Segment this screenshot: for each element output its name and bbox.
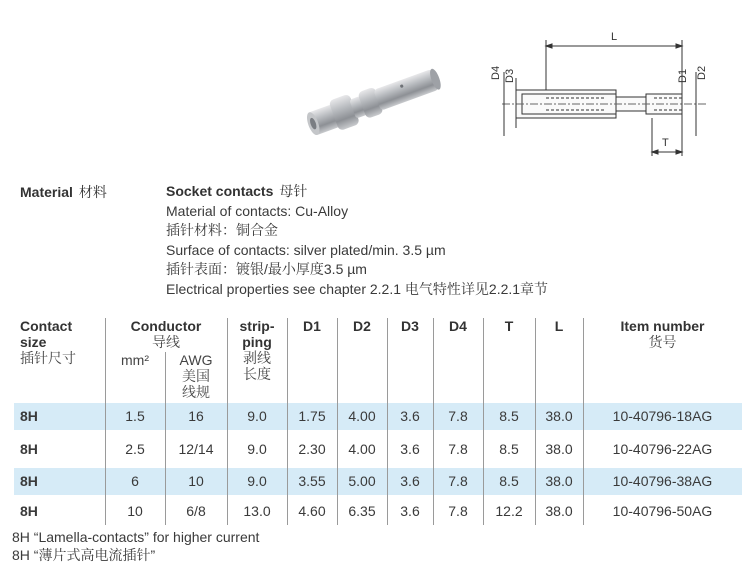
cell-mm2: 2.5: [125, 441, 145, 457]
cell-mm2: 1.5: [125, 408, 145, 424]
dim-label-d2: D2: [696, 65, 708, 80]
header-d3: D3: [401, 318, 419, 334]
column-divider: [165, 352, 166, 525]
cell-d3: 3.6: [400, 473, 420, 489]
cell-stripping: 9.0: [247, 408, 267, 424]
table-row: [14, 436, 742, 463]
cell-d4: 7.8: [448, 503, 468, 519]
dim-label-d3: D3: [504, 68, 516, 83]
header-contact-size: Contact size 插针尺寸: [20, 318, 76, 366]
cell-awg: 6/8: [186, 503, 206, 519]
cell-d2: 4.00: [348, 441, 376, 457]
material-label-en: Material: [20, 184, 73, 200]
cell-t: 12.2: [495, 503, 523, 519]
cell-l: 38.0: [545, 503, 573, 519]
cell-t: 8.5: [499, 408, 519, 424]
column-divider: [227, 318, 228, 525]
socket-contact-image: [292, 50, 452, 145]
footnote: [12, 528, 259, 564]
footnote-en: 8H “Lamella-contacts” for higher current: [12, 529, 260, 545]
cell-d3: 3.6: [400, 503, 420, 519]
column-divider: [387, 318, 388, 525]
material-line: 插针表面：镀银/最小厚度3.5 µm: [166, 261, 367, 277]
header-d2: D2: [353, 318, 371, 334]
heading-en: Socket contacts: [166, 183, 274, 199]
cell-d4: 7.8: [448, 408, 468, 424]
column-divider: [105, 318, 106, 525]
cell-awg: 16: [188, 408, 204, 424]
footnote-cn: 8H “薄片式高电流插针”: [12, 547, 156, 563]
cell-mm2: 6: [131, 473, 139, 489]
header-mm2: mm²: [121, 352, 149, 368]
header-l: L: [554, 318, 564, 334]
column-divider: [483, 318, 484, 525]
header-d1: D1: [303, 318, 321, 334]
material-line: 插针材料：铜合金: [166, 222, 278, 238]
cell-item-number: 10-40796-50AG: [612, 503, 713, 519]
spec-table: [14, 318, 742, 519]
cell-size: 8H: [20, 473, 38, 489]
table-row: [14, 498, 742, 525]
column-divider: [433, 318, 434, 525]
cell-d4: 7.8: [448, 441, 468, 457]
cell-item-number: 10-40796-38AG: [612, 473, 713, 489]
dimension-drawing: [486, 28, 722, 156]
header-t: T: [504, 318, 514, 334]
cell-size: 8H: [20, 441, 38, 457]
dim-label-d1: D1: [677, 68, 689, 83]
dim-label-d4: D4: [490, 65, 502, 80]
cell-item-number: 10-40796-22AG: [612, 441, 713, 457]
cell-size: 8H: [20, 503, 38, 519]
material-label: [20, 182, 107, 202]
cell-d2: 5.00: [348, 473, 376, 489]
column-divider: [337, 318, 338, 525]
cell-d1: 2.30: [298, 441, 326, 457]
table-header: [14, 318, 742, 400]
cell-d2: 4.00: [348, 408, 376, 424]
cell-d4: 7.8: [448, 473, 468, 489]
cell-d1: 1.75: [298, 408, 326, 424]
dim-label-t: T: [662, 137, 669, 149]
cell-awg: 10: [188, 473, 204, 489]
material-line: Electrical properties see chapter 2.2.1 电气特性详见2.2.1章节: [166, 280, 549, 297]
cell-d3: 3.6: [400, 408, 420, 424]
header-awg: AWG 美国线规: [179, 352, 213, 400]
header-conductor: Conductor 导线: [130, 318, 202, 350]
cell-t: 8.5: [499, 441, 519, 457]
dim-label-l: L: [611, 31, 618, 43]
heading-cn: 母针: [279, 183, 308, 199]
material-line: Material of contacts: Cu-Alloy: [166, 202, 349, 219]
header-item-number: Item number 货号: [620, 318, 705, 350]
cell-d1: 4.60: [298, 503, 326, 519]
cell-awg: 12/14: [178, 441, 214, 457]
cell-stripping: 9.0: [247, 473, 267, 489]
material-details: [166, 182, 548, 299]
material-label-cn: 材料: [78, 184, 107, 200]
cell-mm2: 10: [127, 503, 143, 519]
cell-item-number: 10-40796-18AG: [612, 408, 713, 424]
cell-l: 38.0: [545, 408, 573, 424]
socket-contacts-heading: [166, 182, 548, 202]
cell-l: 38.0: [545, 441, 573, 457]
cell-d3: 3.6: [400, 441, 420, 457]
cell-stripping: 9.0: [247, 441, 267, 457]
table-row: [14, 468, 742, 495]
table-row: [14, 403, 742, 430]
cell-l: 38.0: [545, 473, 573, 489]
cell-d1: 3.55: [298, 473, 326, 489]
column-divider: [583, 318, 584, 525]
cell-t: 8.5: [499, 473, 519, 489]
cell-stripping: 13.0: [243, 503, 271, 519]
material-line: Surface of contacts: silver plated/min. 3.5 µm: [166, 241, 446, 258]
column-divider: [535, 318, 536, 525]
header-d4: D4: [449, 318, 467, 334]
column-divider: [287, 318, 288, 525]
cell-d2: 6.35: [348, 503, 376, 519]
cell-size: 8H: [20, 408, 38, 424]
header-stripping: strip-ping 剥线长度: [239, 318, 275, 382]
